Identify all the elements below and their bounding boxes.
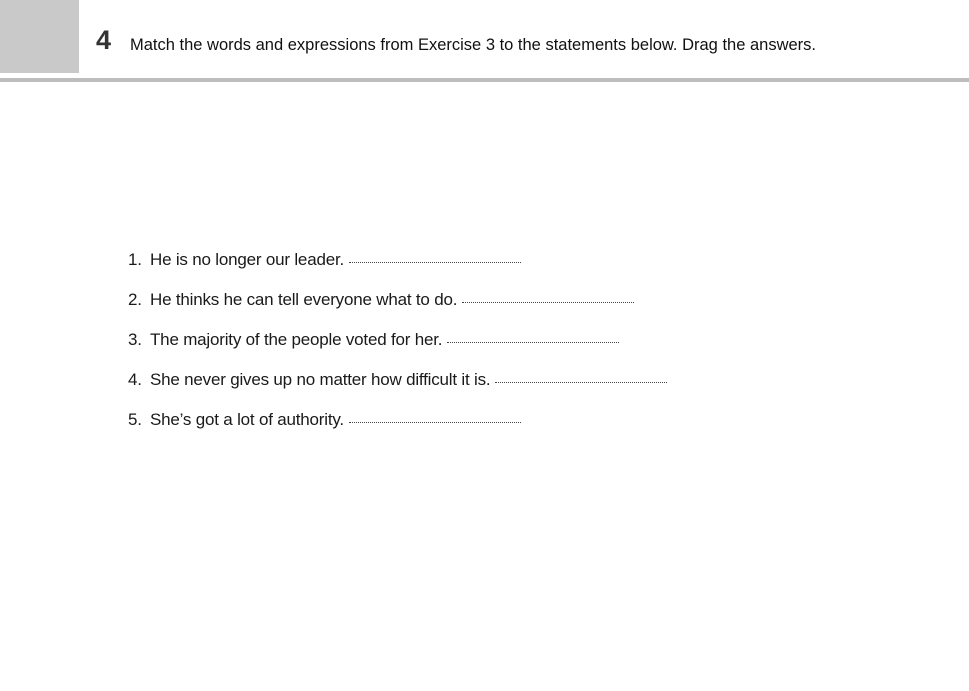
header-divider [0, 78, 969, 82]
exercise-number: 4 [96, 25, 112, 55]
statement-item [128, 250, 667, 290]
answer-drop-slot[interactable] [349, 248, 521, 263]
statement-text: The majority of the people voted for her. [150, 330, 443, 349]
exercise-header [0, 0, 969, 80]
statement-text: He thinks he can tell everyone what to do. [150, 290, 458, 309]
statement-number: 3. [128, 330, 142, 349]
statement-item [128, 290, 667, 330]
statement-item [128, 370, 667, 410]
statement-text: She’s got a lot of authority. [150, 410, 344, 429]
header-tab-block [0, 0, 79, 73]
answer-drop-slot[interactable] [462, 288, 634, 303]
statement-list [128, 250, 667, 450]
statement-number: 4. [128, 370, 142, 389]
statement-text: He is no longer our leader. [150, 250, 345, 269]
statement-number: 5. [128, 410, 142, 429]
statement-text: She never gives up no matter how difficult it is. [150, 370, 491, 389]
answer-drop-slot[interactable] [495, 368, 667, 383]
answer-drop-slot[interactable] [349, 408, 521, 423]
statement-number: 2. [128, 290, 142, 309]
statement-number: 1. [128, 250, 142, 269]
exercise-instruction: Match the words and expressions from Exercise 3 to the statements below. Drag the answers. [130, 36, 816, 54]
answer-drop-slot[interactable] [447, 328, 619, 343]
statement-item [128, 330, 667, 370]
statement-item [128, 410, 667, 450]
